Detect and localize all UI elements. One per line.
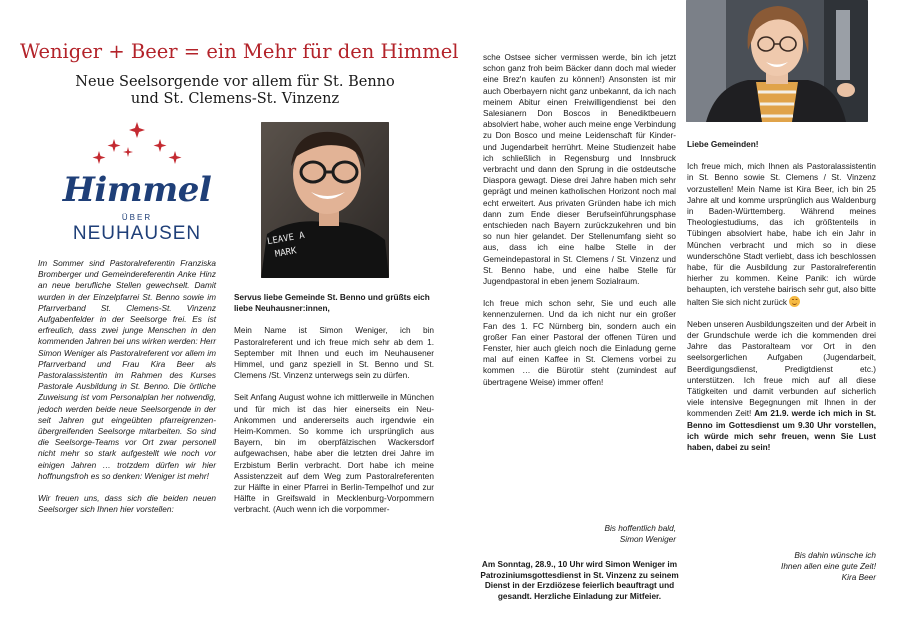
kira-greeting: Liebe Gemeinden! [687, 140, 759, 149]
subtitle-line-1: Neue Seelsorgende vor allem für St. Benno [75, 74, 395, 90]
logo-word-ueber: ÜBER [121, 213, 153, 222]
intro-text: Im Sommer sind Pastoralreferentin Franziska Bromberger und Gemeindereferentin Anke Hinz an neue berufliche Stellen gewechselt. Damit wurden in der Einzelpfarrei St. Benno sowie im Pfarrverband St. Clemens-St. Vinzenz Aufgabenfelder in der Seelsorge frei. Es ist erfreulich, dass zwei junge Menschen in den kommenden Jahren bei uns wirken werden: Herr Simon Weniger als Pastoralreferent vor allem im Pfarrverband und Frau Kira Beer als Pastoralassistentin im Rahmen des Kurses Pastorale Ausbildung in St. Benno. Die örtliche Zuweisung ist vom Personalplan her notwendig, jedoch werden beide neue Seelsorgende in der seit Jahren gut eingeübten pfarreigrenzen-übergreifenden Seelsorge mitarbeiten. So sind die Seelsorge-Teams vor Ort zwar personell nicht mehr so stark aufgestellt wie noch vor einigen Jahren … trotzdem dürfen wir hier hoffnungsfroh es so denken: Weniger ist mehr! [38, 259, 216, 481]
subtitle-line-2: und St. Clemens-St. Vinzenz [130, 91, 340, 107]
kira-signature-line-3: Kira Beer [841, 573, 876, 583]
simon-signature-line-1: Bis hoffentlich bald, [604, 524, 676, 533]
himmel-ueber-neuhausen-logo [62, 120, 212, 248]
shirt-text-2: MARK [274, 246, 298, 260]
simon-column-2 [483, 52, 676, 388]
simon-paragraph-4: Ich freue mich schon sehr, Sie und euch alle kennenzulernen. Und da ich nicht nur ein großer Fan des 1. FC Nürnberg bin, sondern auch ein großer Fan einer Pastoral der offenen Türen und Fenster, hier auch gleich noch die Einladung gerne mal auf einen Kaffee in St. Clemens vorbei zu kommen … die Bürotür steht (zumindest auf übertragene Weise) immer offen! [483, 299, 676, 387]
simon-signature-line-2: Simon Weniger [619, 535, 676, 545]
logo-word-himmel: Himmel [62, 170, 212, 210]
simon-paragraph-1: Mein Name ist Simon Weniger, ich bin Pastoralreferent und ich freue mich sehr ab dem 1. September mit Ihnen und euch im Neuhausener Himmel, und ganz speziell in St. Benno und St. Clemens /St. Vinzenz unterwegs sein zu dürfen. [234, 326, 434, 381]
simon-signature [483, 523, 676, 545]
kira-paragraph-1-text: Ich freue mich, mich Ihnen als Pastoralassistentin in St. Benno sowie St. Clemens / St. Vinzenz vorzustellen! Mein Name ist Kira Beer, ich bin 25 Jahre alt und komme ursprünglich aus Waldenburg in Baden-Württemberg. Während meines Theologiestudiums, das ich größtenteils in Tübingen absolviert habe, habe ich ein Jahr in München verbracht und mich so in diese wunderschöne Stadt verliebt, dass ich beschlossen habe, für die Ausbildung zur Pastoralreferentin hierher zu kommen. Keine Panik: ich würde behaupten, ich verstehe bairisch sehr gut, also bitte halten Sie sich nicht zurück [687, 162, 876, 307]
kira-paragraph-2-text: Neben unseren Ausbildungszeiten und der Arbeit in der Grundschule werde ich die kommenden drei Jahre das Pastoralteam vor Ort in den seelsorgerlichen Aufgaben (Jugendarbeit, Beerdigungsdienst, Predigtdienst etc.) unterstützen. Ich freue mich auf all diese Tätigkeiten und damit verbunden auf sicherlich viele intensive Begegnungen mit Ihnen in der kommenden Zeit! [687, 319, 876, 419]
simon-paragraph-2: Seit Anfang August wohne ich mittlerweile in München und für mich ist das hier einerseits ein Neu-Ankommen und andererseits auch irgendwie ein Heim-Kommen. So komme ich ursprünglich aus Bayern, bin im oberpfälzischen Wackersdorf aufgewachsen, habe aber die letzten drei Jahre im Erzbistum Berlin verbracht. Dort habe ich meine Assistenzzeit auf dem Weg zum Pastoralreferenten zur Hälfte in einer Pfarrei in Berlin-Tempelhof und zur Hälfte in Greifswald in Mecklenburg-Vorpommern verbracht. (Auch wenn ich die vorpommer- [234, 393, 434, 515]
smiling-face-icon [789, 296, 800, 307]
kira-paragraph-2 [687, 319, 876, 453]
simon-column-1 [234, 292, 434, 516]
kira-column [687, 139, 876, 453]
kira-signature-line-2: Ihnen allen eine gute Zeit! [781, 562, 876, 572]
kira-paragraph-1 [687, 161, 876, 308]
shirt-text-1: LEAVE A [266, 230, 306, 248]
kira-signature [687, 550, 876, 584]
intro-closing: Wir freuen uns, dass sich die beiden neuen Seelsorger sich Ihnen hier vorstellen: [38, 494, 216, 515]
simon-announcement: Am Sonntag, 28.9., 10 Uhr wird Simon Weniger im Patroziniumsgottesdienst in St. Vinzenz zu seinem Dienst in der Erzdiözese feierlich beauftragt und gesandt. Herzliche Einladung zur Mitfeier. [480, 560, 679, 601]
kira-signature-line-1: Bis dahin wünsche ich [794, 551, 876, 560]
simon-greeting: Servus liebe Gemeinde St. Benno und grüßts eich liebe Neuhausner:innen, [234, 293, 430, 314]
kira-invitation: Am 21.9. werde ich mich in St. Benno im Gottesdienst um 9.30 Uhr vorstellen, ich würde mich sehr freuen, wenn Sie Lust haben, dabei zu sein! [687, 409, 876, 453]
page-subtitle [30, 74, 440, 108]
page-title: Weniger + Beer = ein Mehr für den Himmel [20, 40, 459, 63]
logo-word-neuhausen: NEUHAUSEN [72, 223, 202, 244]
intro-column [38, 258, 216, 515]
kira-beer-photo [686, 0, 868, 122]
simon-paragraph-3: sche Ostsee sicher vermissen werde, bin ich jetzt schon ganz froh beim Bäcker dann doch mal wieder eine Brez'n kaufen zu können!) Ansonsten ist mir auch Oberbayern nicht ganz unbekannt, da ich nach meinem Abitur einen Freiwilligendienst bei den Salesianern Don Boscos in Benediktbeuern absolviert habe, woher auch meine enge Verbindung zu Don Bosco und meine Leidenschaft für Kinder- und Jugendarbeit herrührt. Meine Studienzeit habe ich schließlich in Regensburg und Innsbruck verbracht und dann den Sprung in die ostdeutsche Diaspora gewagt. Diese drei Jahre haben mich sehr geprägt und meinen katholischen Horizont noch mal echt erweitert. Aus privaten Gründen habe ich mich dann zum Ende dieser Berufseinführungsphase entschieden nach Bayern zurückzukehren und bin so nun hier gelandet. Der Stellenumfang sieht so aus, dass ich eine halbe Stelle in der Gemeindepastoral in St. Clemens / St. Vinzenz und St. Benno habe, und eine halbe Stelle für Jugendpastoral in eben jenem Sozialraum. [483, 53, 676, 287]
simon-weniger-photo [261, 122, 389, 278]
